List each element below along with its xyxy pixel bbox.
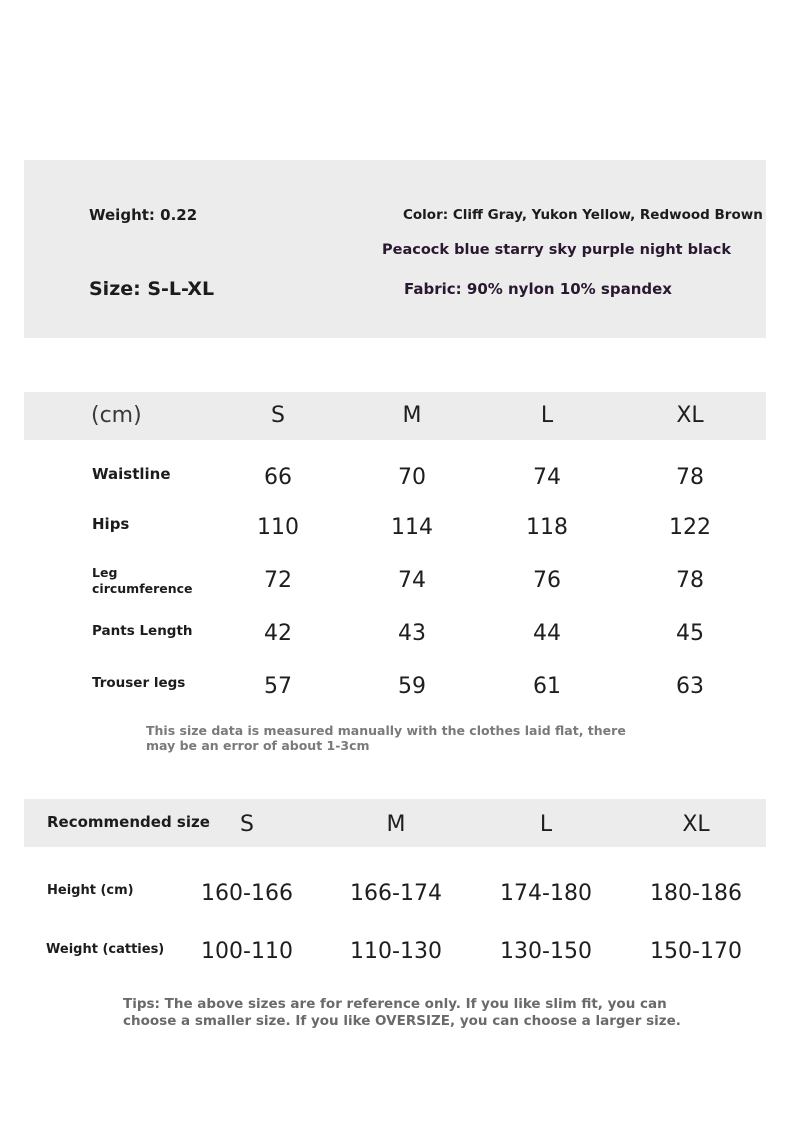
recommend-col-xl: XL: [682, 812, 710, 837]
recommend-col-s: S: [240, 812, 254, 837]
size-col-xl: XL: [676, 403, 704, 428]
table-cell: 59: [398, 674, 426, 699]
recommend-header: Recommended size: [47, 813, 210, 831]
table-cell: 114: [391, 515, 433, 540]
table-cell: 174-180: [500, 881, 592, 906]
size-col-m: M: [402, 403, 422, 428]
table-cell: 63: [676, 674, 704, 699]
row-label-leg-line2: circumference: [92, 581, 193, 596]
table-cell: 150-170: [650, 939, 742, 964]
unit-header: (cm): [91, 403, 142, 428]
size-col-s: S: [271, 403, 285, 428]
table-cell: 45: [676, 621, 704, 646]
table-cell: 122: [669, 515, 711, 540]
table-cell: 110-130: [350, 939, 442, 964]
size-text: Size: S-L-XL: [89, 278, 215, 300]
table-cell: 61: [533, 674, 561, 699]
weight-text: Weight: 0.22: [89, 206, 198, 224]
table-cell: 76: [533, 568, 561, 593]
row-label-trouser-legs: Trouser legs: [92, 675, 186, 691]
table-cell: 180-186: [650, 881, 742, 906]
row-label-waistline: Waistline: [92, 465, 171, 483]
table-cell: 57: [264, 674, 292, 699]
measurement-note: This size data is measured manually with the clothes laid flat, there may be an error of about 1-3cm: [146, 723, 626, 753]
table-cell: 78: [676, 568, 704, 593]
recommend-col-l: L: [539, 812, 553, 837]
table-cell: 74: [398, 568, 426, 593]
table-cell: 42: [264, 621, 292, 646]
table-cell: 118: [526, 515, 568, 540]
table-cell: 100-110: [201, 939, 293, 964]
table-cell: 78: [676, 465, 704, 490]
color-text-line1: Color: Cliff Gray, Yukon Yellow, Redwood Brown: [403, 207, 763, 223]
table-cell: 66: [264, 465, 292, 490]
table-cell: 160-166: [201, 881, 293, 906]
row-label-weight: Weight (catties): [46, 942, 165, 957]
table-cell: 70: [398, 465, 426, 490]
size-col-l: L: [540, 403, 554, 428]
fabric-text: Fabric: 90% nylon 10% spandex: [404, 280, 672, 298]
table-cell: 72: [264, 568, 292, 593]
table-cell: 130-150: [500, 939, 592, 964]
table-cell: 110: [257, 515, 299, 540]
row-label-pants-length: Pants Length: [92, 623, 193, 639]
table-cell: 166-174: [350, 881, 442, 906]
table-cell: 43: [398, 621, 426, 646]
row-label-hips: Hips: [92, 515, 130, 533]
table-cell: 44: [533, 621, 561, 646]
row-label-height: Height (cm): [47, 883, 134, 898]
tips-text: Tips: The above sizes are for reference only. If you like slim fit, you can choose a smaller size. If you like OVERSIZE, you can choose a larger size.: [123, 996, 681, 1029]
row-label-leg-line1: Leg: [92, 565, 118, 580]
table-cell: 74: [533, 465, 561, 490]
recommend-col-m: M: [386, 812, 406, 837]
color-text-line2: Peacock blue starry sky purple night black: [382, 242, 731, 258]
